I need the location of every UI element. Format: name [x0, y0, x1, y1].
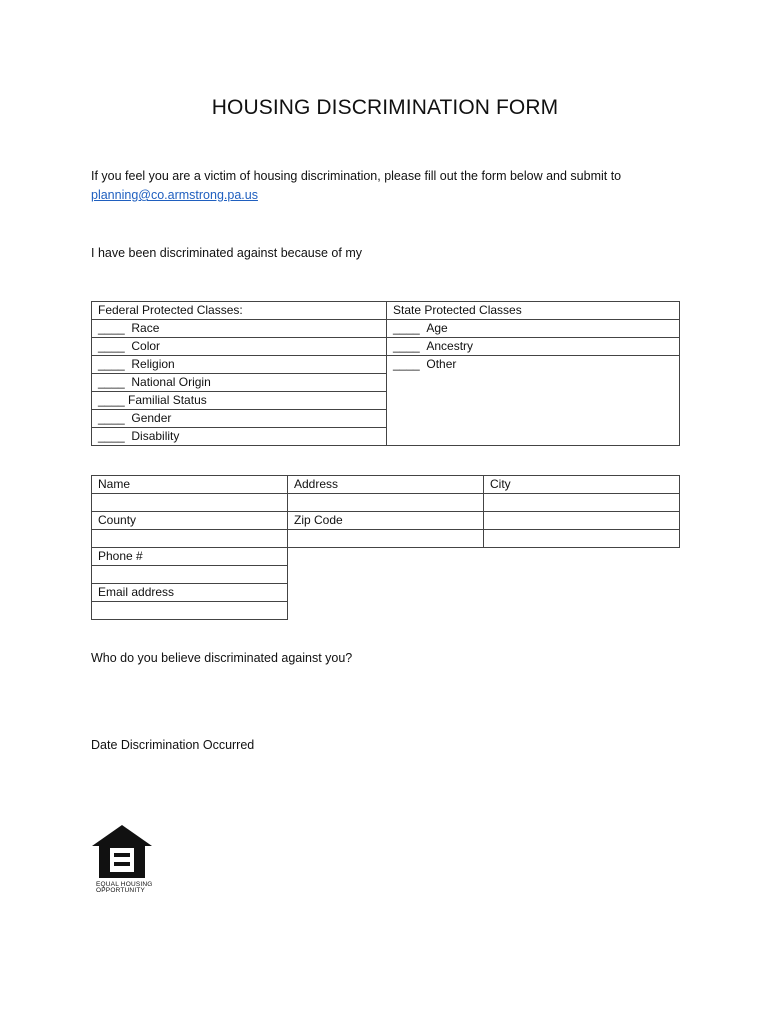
federal-option-religion[interactable]	[92, 356, 387, 374]
phone-field[interactable]	[92, 566, 288, 584]
option-label: Religion	[131, 357, 175, 371]
logo-line-2: OPPORTUNITY	[96, 887, 146, 894]
federal-option-gender[interactable]	[92, 410, 387, 428]
blank-line: ____	[98, 411, 125, 425]
equal-housing-opportunity-icon	[91, 824, 153, 880]
email-link[interactable]: planning@co.armstrong.pa.us	[91, 188, 258, 202]
question-who: Who do you believe discriminated against you?	[91, 651, 353, 665]
option-label: Age	[426, 321, 448, 335]
state-option-age[interactable]	[387, 320, 680, 338]
name-label: Name	[92, 476, 288, 494]
city-field[interactable]	[484, 494, 680, 512]
state-option-other[interactable]	[387, 356, 680, 446]
blank-line: ____	[393, 321, 420, 335]
federal-option-national-origin[interactable]	[92, 374, 387, 392]
address-field[interactable]	[288, 494, 484, 512]
option-label: Disability	[131, 429, 180, 443]
county-label: County	[92, 512, 288, 530]
zip-label: Zip Code	[288, 512, 484, 530]
no-cell	[288, 548, 680, 620]
empty-cell	[484, 512, 680, 530]
equal-housing-logo	[91, 824, 153, 894]
option-label: Race	[131, 321, 160, 335]
email-field[interactable]	[92, 602, 288, 620]
option-label: National Origin	[131, 375, 211, 389]
blank-line: ____	[98, 321, 125, 335]
county-field[interactable]	[92, 530, 288, 548]
federal-header: Federal Protected Classes:	[92, 302, 387, 320]
state-option-ancestry[interactable]	[387, 338, 680, 356]
option-label: Other	[426, 357, 457, 371]
blank-line: ____	[98, 393, 125, 407]
federal-option-race[interactable]	[92, 320, 387, 338]
blank-line: ____	[393, 357, 420, 371]
blank-line: ____	[98, 429, 125, 443]
state-header: State Protected Classes	[387, 302, 680, 320]
form-title: HOUSING DISCRIMINATION FORM	[211, 96, 559, 119]
option-label: Ancestry	[426, 339, 474, 353]
city-label: City	[484, 476, 680, 494]
empty-cell	[484, 530, 680, 548]
blank-line: ____	[98, 375, 125, 389]
blank-line: ____	[98, 357, 125, 371]
zip-field[interactable]	[288, 530, 484, 548]
intro-text: If you feel you are a victim of housing discrimination, please fill out the form below and submit to	[91, 169, 622, 183]
blank-line: ____	[393, 339, 420, 353]
phone-label: Phone #	[92, 548, 288, 566]
question-date: Date Discrimination Occurred	[91, 738, 255, 752]
discriminated-because-text: I have been discriminated against because of my	[91, 246, 362, 260]
option-label: Color	[131, 339, 161, 353]
option-label: Gender	[131, 411, 172, 425]
federal-option-disability[interactable]	[92, 428, 387, 446]
name-field[interactable]	[92, 494, 288, 512]
logo-line-1: EQUAL HOUSING	[96, 881, 153, 888]
address-label: Address	[288, 476, 484, 494]
blank-line: ____	[98, 339, 125, 353]
protected-classes-table	[91, 301, 680, 446]
intro-paragraph	[91, 167, 691, 205]
federal-option-familial-status[interactable]	[92, 392, 387, 410]
option-label: Familial Status	[128, 393, 207, 407]
email-label: Email address	[92, 584, 288, 602]
contact-info-table	[91, 475, 680, 620]
federal-option-color[interactable]	[92, 338, 387, 356]
